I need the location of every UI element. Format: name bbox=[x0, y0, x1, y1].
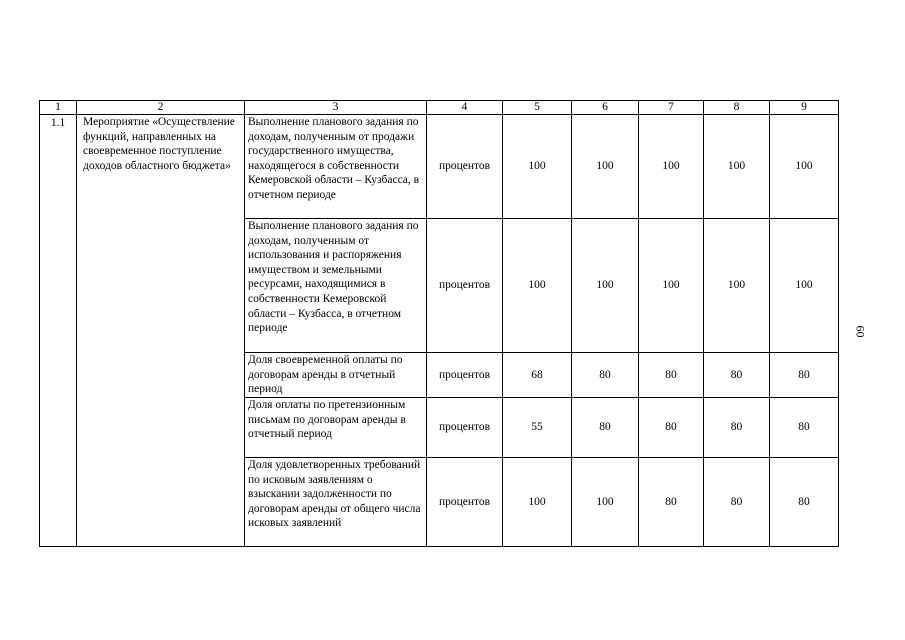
unit-cell: процентов bbox=[427, 398, 503, 458]
value-cell: 100 bbox=[639, 219, 704, 353]
unit-cell: процентов bbox=[427, 115, 503, 219]
value-cell: 80 bbox=[770, 398, 839, 458]
indicator-name-cell: Выполнение планового задания по доходам, полученным от продажи государственного имущества, находящегося в собственности Кемеровской области – Кузбасса, в отчетном периоде bbox=[245, 115, 427, 219]
value-cell: 80 bbox=[572, 353, 639, 398]
unit-cell: процентов bbox=[427, 219, 503, 353]
header-cell: 9 bbox=[770, 101, 839, 115]
value-cell: 68 bbox=[503, 353, 572, 398]
unit-cell: процентов bbox=[427, 458, 503, 547]
value-cell: 80 bbox=[704, 353, 770, 398]
header-cell: 8 bbox=[704, 101, 770, 115]
header-cell: 3 bbox=[245, 101, 427, 115]
header-cell: 2 bbox=[77, 101, 245, 115]
value-cell: 80 bbox=[704, 458, 770, 547]
indicators-table bbox=[39, 100, 839, 547]
value-cell: 100 bbox=[572, 458, 639, 547]
value-cell: 80 bbox=[639, 458, 704, 547]
value-cell: 100 bbox=[639, 115, 704, 219]
value-cell: 100 bbox=[770, 115, 839, 219]
table-row bbox=[40, 115, 839, 219]
header-cell: 7 bbox=[639, 101, 704, 115]
indicator-name-cell: Доля оплаты по претензионным письмам по договорам аренды в отчетный период bbox=[245, 398, 427, 458]
unit-cell: процентов bbox=[427, 353, 503, 398]
header-cell: 1 bbox=[40, 101, 77, 115]
event-name-cell: Мероприятие «Осуществление функций, направленных на своевременное поступление доходов областного бюджета» bbox=[77, 115, 245, 547]
indicator-name-cell: Доля удовлетворенных требований по исковым заявлениям о взыскании задолженности по договорам аренды от общего числа исковых заявлений bbox=[245, 458, 427, 547]
header-cell: 6 bbox=[572, 101, 639, 115]
value-cell: 80 bbox=[770, 353, 839, 398]
value-cell: 80 bbox=[770, 458, 839, 547]
table-header-row bbox=[40, 101, 839, 115]
value-cell: 80 bbox=[704, 398, 770, 458]
value-cell: 55 bbox=[503, 398, 572, 458]
row-number-cell: 1.1 bbox=[40, 115, 77, 547]
page-number: 60 bbox=[853, 325, 868, 338]
value-cell: 80 bbox=[639, 398, 704, 458]
value-cell: 100 bbox=[503, 458, 572, 547]
indicator-name-cell: Выполнение планового задания по доходам, полученным от использования и распоряжения имуществом и земельными ресурсами, находящимися в собственности Кемеровской области – Кузбасса, в отчетном периоде bbox=[245, 219, 427, 353]
value-cell: 100 bbox=[572, 219, 639, 353]
value-cell: 80 bbox=[572, 398, 639, 458]
value-cell: 100 bbox=[572, 115, 639, 219]
indicator-name-cell: Доля своевременной оплаты по договорам аренды в отчетный период bbox=[245, 353, 427, 398]
value-cell: 80 bbox=[639, 353, 704, 398]
value-cell: 100 bbox=[770, 219, 839, 353]
header-cell: 5 bbox=[503, 101, 572, 115]
value-cell: 100 bbox=[503, 115, 572, 219]
value-cell: 100 bbox=[704, 115, 770, 219]
value-cell: 100 bbox=[704, 219, 770, 353]
header-cell: 4 bbox=[427, 101, 503, 115]
value-cell: 100 bbox=[503, 219, 572, 353]
